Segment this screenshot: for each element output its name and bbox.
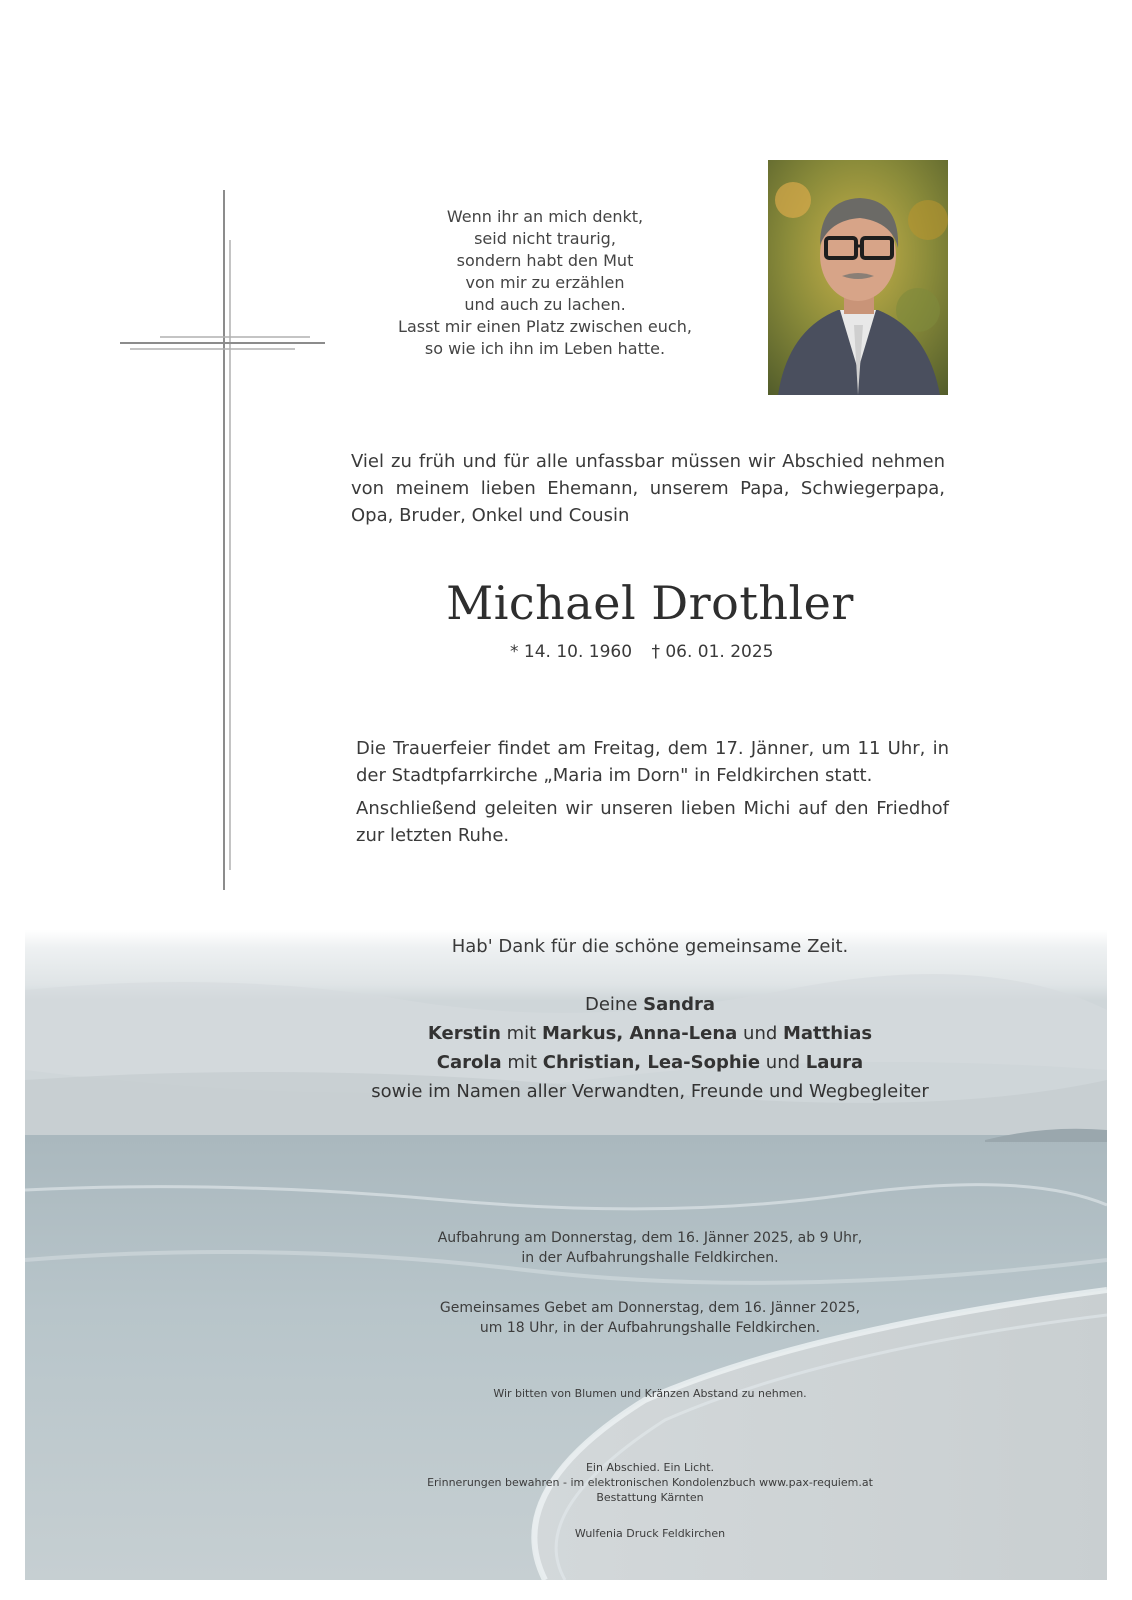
poem-line: Lasst mir einen Platz zwischen euch, (398, 317, 692, 336)
family-text: und (760, 1052, 806, 1073)
family-signatures (300, 990, 1000, 1106)
poem-line: so wie ich ihn im Leben hatte. (424, 339, 666, 358)
prayer-line: um 18 Uhr, in der Aufbahrungshalle Feldkirchen. (479, 1320, 821, 1336)
footer-line: Bestattung Kärnten (596, 1491, 704, 1504)
poem-line: seid nicht traurig, (474, 229, 616, 248)
family-name: Carola (436, 1052, 502, 1073)
footer-info (380, 1460, 920, 1505)
viewing-line: in der Aufbahrungshalle Feldkirchen. (521, 1250, 779, 1266)
poem-line: und auch zu lachen. (464, 295, 626, 314)
intro-text: Viel zu früh und für alle unfassbar müssen wir Abschied nehmen von meinem lieben Ehemann, unserem Papa, Schwiegerpapa, Opa, Bruder, Onkel und Cousin (351, 451, 945, 526)
family-line: sowie im Namen aller Verwandten, Freunde und Wegbegleiter (371, 1081, 929, 1102)
viewing-info (380, 1228, 920, 1268)
family-line (300, 990, 1000, 1019)
prayer-info (380, 1298, 920, 1338)
thanks-line: Hab' Dank für die schöne gemeinsame Zeit. (451, 936, 849, 957)
printer-credit: Wulfenia Druck Feldkirchen (574, 1527, 726, 1540)
family-name: Kerstin (427, 1023, 501, 1044)
family-name: Matthias (783, 1023, 873, 1044)
family-line (300, 1019, 1000, 1048)
family-text: mit (501, 1052, 543, 1073)
poem-line: von mir zu erzählen (465, 273, 625, 292)
flowers-note: Wir bitten von Blumen und Kränzen Abstand zu nehmen. (493, 1387, 807, 1400)
family-text: und (737, 1023, 783, 1044)
poem-line: Wenn ihr an mich denkt, (446, 207, 644, 226)
poem-line: sondern habt den Mut (456, 251, 634, 270)
deceased-name: Michael Drothler (446, 576, 854, 630)
footer-line: Erinnerungen bewahren - im elektronischen Kondolenzbuch www.pax-requiem.at (427, 1476, 873, 1489)
viewing-line: Aufbahrung am Donnerstag, dem 16. Jänner 2025, ab 9 Uhr, (437, 1230, 863, 1246)
prayer-line: Gemeinsames Gebet am Donnerstag, dem 16. Jänner 2025, (439, 1300, 861, 1316)
family-name: Laura (805, 1052, 864, 1073)
burial-paragraph: Anschließend geleiten wir unseren lieben Michi auf den Friedhof zur letzten Ruhe. (356, 798, 949, 846)
life-dates (510, 642, 788, 662)
death-date: † 06. 01. 2025 (651, 642, 774, 662)
family-text: Deine (585, 994, 644, 1015)
family-line (300, 1048, 1000, 1077)
cross-icon (120, 190, 330, 910)
memorial-poem (375, 206, 715, 360)
family-name: Markus, Anna-Lena (541, 1023, 738, 1044)
family-name: Christian, Lea-Sophie (542, 1052, 761, 1073)
footer-line: Ein Abschied. Ein Licht. (585, 1461, 715, 1474)
family-name: Sandra (643, 994, 715, 1015)
birth-date: * 14. 10. 1960 (510, 642, 633, 662)
family-text: mit (500, 1023, 542, 1044)
ceremony-paragraph: Die Trauerfeier findet am Freitag, dem 17. Jänner, um 11 Uhr, in der Stadtpfarrkirche „Maria im Dorn" in Feldkirchen statt. (356, 738, 949, 786)
ceremony-details (356, 735, 949, 855)
portrait-photo (768, 160, 948, 395)
